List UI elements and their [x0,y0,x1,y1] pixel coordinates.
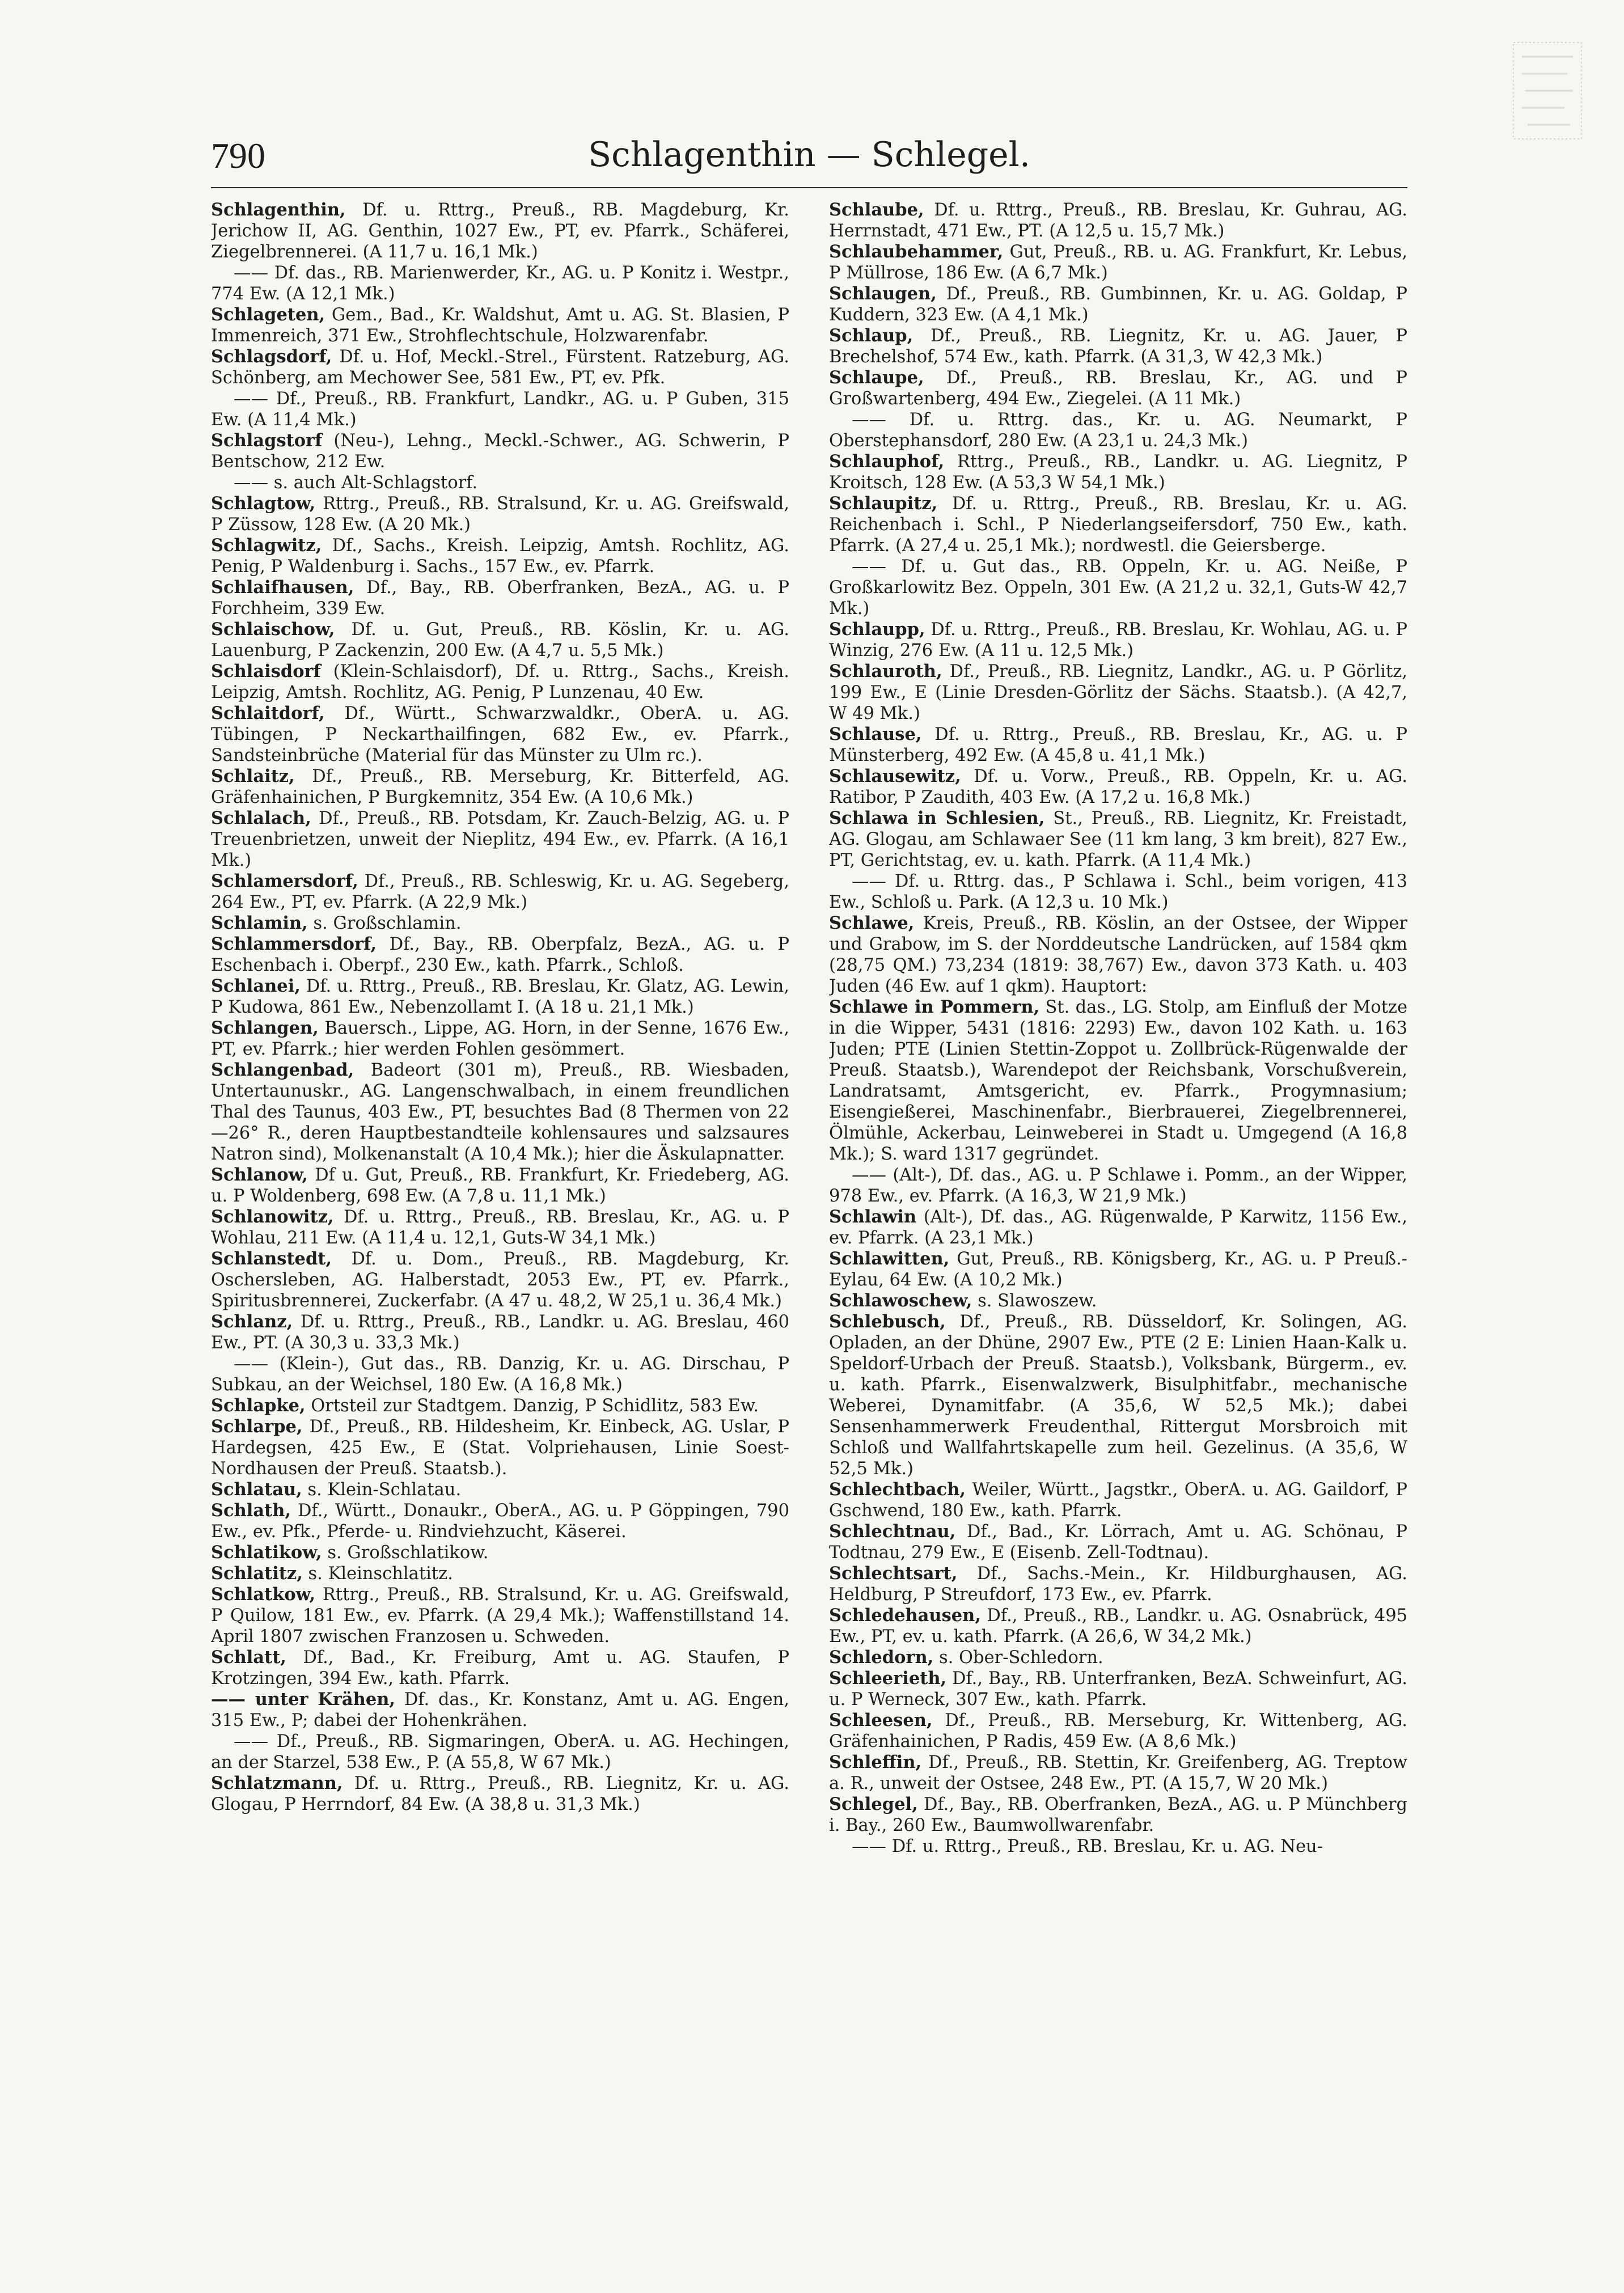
entry-headword: Schlaup, [829,325,914,346]
page-header [211,135,1407,186]
entry-text: Df., Preuß., RB. Potsdam, Kr. Zauch-Belzig, AG. u. P Treuenbrietzen, unweit der Nieplitz, 494 Ew., ev. Pfarrk. (A 16,1 Mk.) [211,809,789,870]
dictionary-entry [211,346,789,388]
dictionary-entry [211,1479,789,1500]
entry-text: s. Großschlamin. [307,913,462,933]
entry-headword: Schlechtnau, [829,1521,956,1542]
entry-text: s. Ober-Schledorn. [933,1648,1103,1668]
entry-text: Badeort (301 m), Preuß., RB. Wiesbaden, Untertaunuskr., AG. Langenschwalbach, in einem freundlichen Thal des Taunus, 403 Ew., PT, besuchtes Bad (8 Thermen von 22—26° R., deren Hauptbestandteile kohlensaures und salzsaures Natron sind), Molkenanstalt (A 10,4 Mk.); hier die Äskulapnatter. [211,1060,789,1164]
entry-text: Df., Bay., RB. Unterfranken, BezA. Schweinfurt, AG. u. P Werneck, 307 Ew., kath. Pfarrk. [829,1669,1407,1710]
entry-headword: Schlause, [829,724,922,744]
dictionary-entry [211,1584,789,1647]
right-column [829,200,1407,2218]
dictionary-entry [211,577,789,619]
dictionary-entry [829,1752,1407,1794]
entry-text: Df., Preuß., RB. Düsseldorf, Kr. Solingen, AG. Opladen, an der Dhüne, 2907 Ew., PTE (2 E: Linien Haan-Kalk u. Speldorf-Urbach der Preuß. Staatsb.), Volksbank, Bürgerm., ev. u. kath. Pfarrk., Eisenwalzwerk, Bisulphitfabr., mechanische Weberei, Dynamitfabr. (A 35,6, W 52,5 Mk.); dabei Sensenhammerwerk Freudenthal, Rittergut Morsbroich mit Schloß und Wallfahrtskapelle zum heil. Gezelinus. (A 35,6, W 52,5 Mk.) [829,1312,1407,1479]
entry-headword: Schlagenthin, [211,200,346,220]
entry-headword: Schlagtow, [211,493,316,514]
entry-text: —— Df. u. Rttrg. das., P Schlawa i. Schl., beim vorigen, 413 Ew., Schloß u. Park. (A 12,3 u. 10 Mk.) [829,871,1407,912]
entry-headword: Schledorn, [829,1647,934,1668]
dictionary-entry [211,808,789,871]
dictionary-entry [829,242,1407,284]
entry-headword: Schlangenbad, [211,1060,354,1080]
entry-text: —— Df. das., RB. Marienwerder, Kr., AG. u. P Konitz i. Westpr., 774 Ew. (A 12,1 Mk.) [211,263,789,304]
dictionary-entry [829,409,1407,451]
entry-text: Df. u. Rttrg., Preuß., RB. Liegnitz, Kr. u. AG. Glogau, P Herrndorf, 84 Ew. (A 38,8 u. 31,3 Mk.) [211,1774,789,1814]
entry-headword: Schlamersdorf, [211,871,358,891]
entry-headword: Schlaischow, [211,619,335,640]
entry-text: Df., Preuß., RB. Liegnitz, Kr. u. AG. Jauer, P Brechelshof, 574 Ew., kath. Pfarrk. (A 31,3, W 42,3 Mk.) [829,326,1407,367]
entry-headword: Schlawin [829,1207,917,1227]
entry-text: Df. u. Rttrg., Preuß., RB. Breslau, Kr., AG. u. P Münsterberg, 492 Ew. (A 45,8 u. 41,1 Mk.) [829,725,1407,765]
dictionary-entry [829,367,1407,409]
entry-text: Df., Preuß., RB. Hildesheim, Kr. Einbeck, AG. Uslar, P Hardegsen, 425 Ew., E (Stat. Volpriehausen, Linie Soest-Nordhausen der Preuß. Staatsb.). [211,1417,789,1479]
dictionary-entry [211,1060,789,1165]
dictionary-entry [829,1249,1407,1291]
entry-headword: Schlaifhausen, [211,577,354,598]
dictionary-entry [829,1207,1407,1249]
dictionary-entry [211,1207,789,1249]
dictionary-entry [211,1563,789,1584]
dictionary-entry [211,1416,789,1479]
dictionary-entry [829,1836,1407,1857]
entry-text: Df., Preuß., RB., Landkr. u. AG. Osnabrück, 495 Ew., PT, ev. u. kath. Pfarrk. (A 26,6, W 34,2 Mk.) [829,1606,1407,1647]
entry-headword: Schlaupp, [829,619,925,640]
entry-text: Df. u. Rttrg., Preuß., RB., Landkr. u. AG. Breslau, 460 Ew., PT. (A 30,3 u. 33,3 Mk.) [211,1312,789,1353]
entry-headword: Schleffin, [829,1752,922,1772]
entry-headword: Schlagwitz, [211,535,322,556]
dictionary-entry [211,661,789,703]
entry-headword: Schlawa in Schlesien, [829,808,1045,828]
entry-headword: Schleesen, [829,1710,933,1731]
entry-headword: Schlaitdorf, [211,703,325,724]
dictionary-entry [829,1312,1407,1479]
entry-text: Df., Sachs., Kreish. Leipzig, Amtsh. Rochlitz, AG. Penig, P Waldenburg i. Sachs., 157 Ew., ev. Pfarrk. [211,536,789,577]
dictionary-entry [211,1689,789,1731]
entry-text: Weiler, Württ., Jagstkr., OberA. u. AG. Gaildorf, P Gschwend, 180 Ew., kath. Pfarrk. [829,1480,1407,1521]
entry-text: —— Df. u. Rttrg. das., Kr. u. AG. Neumarkt, P Oberstephansdorf, 280 Ew. (A 23,1 u. 24,3 Mk.) [829,410,1407,451]
entry-headword: Schlawoschew, [829,1291,972,1311]
dictionary-entry [829,1521,1407,1563]
entry-headword: Schlath, [211,1500,291,1521]
entry-text: (Alt-), Df. das., AG. Rügenwalde, P Karwitz, 1156 Ew., ev. Pfarrk. (A 23,1 Mk.) [829,1207,1407,1248]
entry-headword: Schlatau, [211,1479,302,1500]
entry-text: Df., Bad., Kr. Lörrach, Amt u. AG. Schönau, P Todtnau, 279 Ew., E (Eisenb. Zell-Todtnau). [829,1522,1407,1563]
dictionary-entry [211,493,789,535]
dictionary-entry [829,1165,1407,1207]
entry-headword: Schlangen, [211,1018,319,1038]
dictionary-entry [211,619,789,661]
entry-text: Df., Sachs.-Mein., Kr. Hildburghausen, AG. Heldburg, P Streufdorf, 173 Ew., ev. Pfarrk. [829,1564,1407,1605]
entry-headword: Schlatikow, [211,1542,322,1563]
entry-headword: Schlaube, [829,200,924,220]
dictionary-entry [211,1647,789,1689]
dictionary-entry [211,1018,789,1060]
dictionary-entry [829,997,1407,1165]
entry-headword: Schlebusch, [829,1312,946,1332]
dictionary-entry [211,1249,789,1312]
entry-headword: Schlausewitz, [829,766,961,786]
header-rule [211,187,1407,188]
entry-headword: Schlechtsart, [829,1563,958,1584]
entry-headword: Schlauroth, [829,661,942,682]
entry-headword: Schlatzmann, [211,1773,343,1793]
entry-text: —— (Klein-), Gut das., RB. Danzig, Kr. u. AG. Dirschau, P Subkau, an der Weichsel, 180 Ew. (A 16,8 Mk.) [211,1354,789,1395]
dictionary-entry [211,1395,789,1416]
dictionary-entry [211,304,789,346]
entry-text: Df. u. Gut, Preuß., RB. Köslin, Kr. u. AG. Lauenburg, P Zackenzin, 200 Ew. (A 4,7 u. 5,5 Mk.) [211,620,789,661]
entry-headword: Schlanz, [211,1312,293,1332]
entry-text: Df., Preuß., RB. Liegnitz, Landkr., AG. u. P Görlitz, 199 Ew., E (Linie Dresden-Görlitz der Sächs. Staatsb.). (A 42,7, W 49 Mk.) [829,662,1407,724]
entry-headword: Schlagsdorf, [211,346,332,367]
entry-headword: Schlamin, [211,913,308,933]
entry-text: —— Df., Preuß., RB. Frankfurt, Landkr., AG. u. P Guben, 315 Ew. (A 11,4 Mk.) [211,389,789,430]
entry-headword: Schlammersdorf, [211,934,377,954]
entry-headword: Schleerieth, [829,1668,947,1689]
dictionary-entry [829,1479,1407,1521]
entry-headword: Schlatkow, [211,1584,316,1605]
entry-text: Kreis, Preuß., RB. Köslin, an der Ostsee, der Wipper und Grabow, im S. der Norddeutsche Landrücken, auf 1584 qkm (28,75 QM.) 73,234 (1819: 38,767) Ew., davon 373 Kath. u. 403 Juden (46 Ew. auf 1 qkm). Hauptort: [829,913,1407,996]
entry-text: —— Df., Preuß., RB. Sigmaringen, OberA. u. AG. Hechingen, an der Starzel, 538 Ew., P. (A 55,8, W 67 Mk.) [211,1732,789,1772]
dictionary-entry [829,284,1407,325]
running-title: Schlagenthin — Schlegel. [588,135,1030,175]
entry-text: s. Slawoszew. [972,1291,1097,1311]
entry-headword: Schlaitz, [211,766,295,786]
entry-headword: Schledehausen, [829,1605,981,1626]
dictionary-entry [829,913,1407,997]
dictionary-entry [829,1563,1407,1605]
entry-headword: Schlaisdorf [211,661,321,682]
entry-text: s. Kleinschlatitz. [302,1564,453,1584]
entry-headword: —— unter Krähen, [211,1689,396,1710]
dictionary-entry [829,1668,1407,1710]
entry-headword: Schlanowitz, [211,1207,334,1227]
entry-text: Gut, Preuß., RB. Königsberg, Kr., AG. u. P Preuß.-Eylau, 64 Ew. (A 10,2 Mk.) [829,1249,1407,1290]
entry-text: Df., Preuß., RB. Schleswig, Kr. u. AG. Segeberg, 264 Ew., PT, ev. Pfarrk. (A 22,9 Mk.) [211,871,789,912]
dictionary-entry [829,1605,1407,1647]
entry-text: Df., Bay., RB. Oberpfalz, BezA., AG. u. P Eschenbach i. Oberpf., 230 Ew., kath. Pfarrk., Schloß. [211,934,789,975]
entry-text: Df., Bad., Kr. Freiburg, Amt u. AG. Staufen, P Krotzingen, 394 Ew., kath. Pfarrk. [211,1648,789,1689]
dictionary-entry [211,1500,789,1542]
entry-headword: Schlaupe, [829,367,924,388]
entry-headword: Schlanei, [211,976,301,996]
dictionary-entry [211,871,789,913]
entry-headword: Schlanstedt, [211,1249,332,1269]
entry-text: Df., Preuß., RB. Merseburg, Kr. Bitterfeld, AG. Gräfenhainichen, P Burgkemnitz, 354 Ew. (A 10,6 Mk.) [211,767,789,807]
dictionary-entry [211,913,789,934]
dictionary-entry [829,619,1407,661]
entry-text: Gut, Preuß., RB. u. AG. Frankfurt, Kr. Lebus, P Müllrose, 186 Ew. (A 6,7 Mk.) [829,242,1407,283]
entry-text: Df. u. Hof, Meckl.-Strel., Fürstent. Ratzeburg, AG. Schönberg, am Mechower See, 581 Ew., PT, ev. Pfk. [211,347,789,388]
entry-text: Df., Preuß., RB. Gumbinnen, Kr. u. AG. Goldap, P Kuddern, 323 Ew. (A 4,1 Mk.) [829,284,1407,325]
entry-text: —— Df. u. Gut das., RB. Oppeln, Kr. u. AG. Neiße, P Großkarlowitz Bez. Oppeln, 301 Ew. (A 21,2 u. 32,1, Guts-W 42,7 Mk.) [829,557,1407,619]
entry-headword: Schlechtbach, [829,1479,966,1500]
entry-text: Df. u. Rttrg., Preuß., RB. Magdeburg, Kr. Jerichow II, AG. Genthin, 1027 Ew., PT, ev. Pfarrk., Schäferei, Ziegelbrennerei. (A 11,7 u. 16,1 Mk.) [211,200,789,262]
entry-headword: Schlawe, [829,913,915,933]
dictionary-entry [829,1794,1407,1836]
entry-text: Df., Preuß., RB. Merseburg, Kr. Wittenberg, AG. Gräfenhainichen, P Radis, 459 Ew. (A 8,6 Mk.) [829,1711,1407,1752]
entry-text: Df., Bay., RB. Oberfranken, BezA., AG. u. P Münchberg i. Bay., 260 Ew., Baumwollwarenfabr. [829,1795,1407,1835]
entry-text: s. Klein-Schlatau. [302,1480,462,1500]
entry-headword: Schlapke, [211,1395,306,1416]
page-number: 790 [211,136,265,176]
entry-headword: Schlegel, [829,1794,918,1814]
entry-text: Df. u. Rttrg., Preuß., RB. Breslau, Kr. u. AG. Reichenbach i. Schl., P Niederlangseifersdorf, 750 Ew., kath. Pfarrk. (A 27,4 u. 25,1 Mk.); nordwestl. die Geiersberge. [829,494,1407,556]
entry-headword: Schlaugen, [829,284,937,304]
entry-headword: Schlalach, [211,808,311,828]
entry-text: Df., Württ., Donaukr., OberA., AG. u. P Göppingen, 790 Ew., ev. Pfk., Pferde- u. Rindviehzucht, Käserei. [211,1501,789,1542]
entry-headword: Schlagstorf [211,430,323,451]
dictionary-entry [829,200,1407,242]
entry-text: Df. u. Vorw., Preuß., RB. Oppeln, Kr. u. AG. Ratibor, P Zaudith, 403 Ew. (A 17,2 u. 16,8 Mk.) [829,767,1407,807]
entry-text: Df. u. Dom., Preuß., RB. Magdeburg, Kr. Oschersleben, AG. Halberstadt, 2053 Ew., PT, ev. Pfarrk., Spiritusbrennerei, Zuckerfabr. (A 47 u. 48,2, W 25,1 u. 36,4 Mk.) [211,1249,789,1311]
library-stamp-mark [1511,40,1584,142]
dictionary-entry [211,934,789,976]
dictionary-entry [211,1165,789,1207]
entry-text: Df., Preuß., RB. Breslau, Kr., AG. und P Großwartenberg, 494 Ew., Ziegelei. (A 11 Mk.) [829,368,1407,409]
dictionary-entry [829,808,1407,871]
dictionary-entry [211,1542,789,1563]
dictionary-entry [829,493,1407,556]
entry-headword: Schlauphof, [829,451,945,472]
entry-headword: Schlawe in Pommern, [829,997,1040,1017]
dictionary-entry [829,871,1407,913]
entry-headword: Schlanow, [211,1165,308,1185]
dictionary-entry [211,976,789,1018]
dictionary-entry [829,451,1407,493]
dictionary-entry [829,766,1407,808]
entry-text: Rttrg., Preuß., RB. Stralsund, Kr. u. AG. Greifswald, P Quilow, 181 Ew., ev. Pfarrk. (A 29,4 Mk.); Waffenstillstand 14. April 1807 zwischen Franzosen u. Schweden. [211,1585,789,1647]
dictionary-entry [829,556,1407,619]
entry-headword: Schlawitten, [829,1249,950,1269]
entry-headword: Schlatt, [211,1647,286,1668]
entry-headword: Schlarpe, [211,1416,303,1437]
entry-text: Df. u. Rttrg., Preuß., RB. Breslau, Kr., AG. u. P Wohlau, 211 Ew. (A 11,4 u. 12,1, Guts-W 34,1 Mk.) [211,1207,789,1248]
entry-headword: Schlageten, [211,304,325,325]
dictionary-entry [211,472,789,493]
entry-text: Gem., Bad., Kr. Waldshut, Amt u. AG. St. Blasien, P Immenreich, 371 Ew., Strohflechtschule, Holzwarenfabr. [211,305,789,346]
entry-text: St. das., LG. Stolp, am Einfluß der Motze in die Wipper, 5431 (1816: 2293) Ew., davon 102 Kath. u. 163 Juden; PTE (Linien Stettin-Zoppot u. Zollbrück-Rügenwalde der Preuß. Staatsb.), Warendepot der Reichsbank, Vorschußverein, Landratsamt, Amtsgericht, ev. Pfarrk., Progymnasium; Eisengießerei, Maschinenfabr., Bierbrauerei, Ziegelbrennerei, Ölmühle, Ackerbau, Leinweberei in Stadt u. Umgegend (A 16,8 Mk.); S. ward 1317 gegründet. [829,997,1407,1164]
dictionary-entry [829,724,1407,766]
dictionary-entry [211,263,789,304]
entry-text: Df., Preuß., RB. Stettin, Kr. Greifenberg, AG. Treptow a. R., unweit der Ostsee, 248 Ew., PT. (A 15,7, W 20 Mk.) [829,1753,1407,1793]
entry-text: Df. u. Rttrg., Preuß., RB. Breslau, Kr. Glatz, AG. Lewin, P Kudowa, 861 Ew., Nebenzollamt I. (A 18 u. 21,1 Mk.) [211,976,789,1017]
dictionary-entry [211,1353,789,1395]
entry-text: Df. das., Kr. Konstanz, Amt u. AG. Engen, 315 Ew., P; dabei der Hohenkrähen. [211,1690,789,1731]
entry-text: Df., Württ., Schwarzwaldkr., OberA. u. AG. Tübingen, P Neckarthailfingen, 682 Ew., ev. Pfarrk., Sandsteinbrüche (Material für das Münster zu Ulm rc.). [211,704,789,765]
entry-text: Df u. Gut, Preuß., RB. Frankfurt, Kr. Friedeberg, AG. u. P Woldenberg, 698 Ew. (A 7,8 u. 11,1 Mk.) [211,1165,789,1206]
dictionary-entry [829,1710,1407,1752]
entry-text: Df., Bay., RB. Oberfranken, BezA., AG. u. P Forchheim, 339 Ew. [211,578,789,619]
left-column [211,200,789,2218]
entry-text: (Klein-Schlaisdorf), Df. u. Rttrg., Sachs., Kreish. Leipzig, Amtsh. Rochlitz, AG. Penig, P Lunzenau, 40 Ew. [211,662,789,703]
entry-text: Bauersch., Lippe, AG. Horn, in der Senne, 1676 Ew., PT, ev. Pfarrk.; hier werden Fohlen gesömmert. [211,1018,789,1059]
entry-headword: Schlaubehammer, [829,242,1004,262]
dictionary-entry [211,388,789,430]
dictionary-entry [829,325,1407,367]
dictionary-entry [211,535,789,577]
entry-headword: Schlatitz, [211,1563,303,1584]
entry-text: (Neu-), Lehng., Meckl.-Schwer., AG. Schwerin, P Bentschow, 212 Ew. [211,431,789,472]
entry-text: Rttrg., Preuß., RB. Stralsund, Kr. u. AG. Greifswald, P Züssow, 128 Ew. (A 20 Mk.) [211,494,789,535]
dictionary-entry [211,200,789,263]
entry-text: Df. u. Rttrg., Preuß., RB. Breslau, Kr. Guhrau, AG. Herrnstadt, 471 Ew., PT. (A 12,5 u. 15,7 Mk.) [829,200,1407,241]
dictionary-entry [211,703,789,766]
dictionary-entry [829,1647,1407,1668]
dictionary-entry [211,430,789,472]
entry-text: —— Df. u. Rttrg., Preuß., RB. Breslau, Kr. u. AG. Neu- [852,1837,1323,1856]
entry-text: —— (Alt-), Df. das., AG. u. P Schlawe i. Pomm., an der Wipper, 978 Ew., ev. Pfarrk. (A 16,3, W 21,9 Mk.) [829,1165,1407,1206]
dictionary-entry [211,1731,789,1773]
dictionary-entry [211,766,789,808]
dictionary-entry [211,1312,789,1353]
entry-text: —— s. auch Alt-Schlagstorf. [234,473,478,493]
entry-text: St., Preuß., RB. Liegnitz, Kr. Freistadt, AG. Glogau, am Schlawaer See (11 km lang, 3 km breit), 827 Ew., PT, Gerichtstag, ev. u. kath. Pfarrk. (A 11,4 Mk.) [829,809,1407,870]
entry-text: Df. u. Rttrg., Preuß., RB. Breslau, Kr. Wohlau, AG. u. P Winzig, 276 Ew. (A 11 u. 12,5 Mk.) [829,620,1407,661]
dictionary-entry [829,1291,1407,1312]
entry-text: Rttrg., Preuß., RB., Landkr. u. AG. Liegnitz, P Kroitsch, 128 Ew. (A 53,3 W 54,1 Mk.) [829,452,1407,493]
entry-headword: Schlaupitz, [829,493,938,514]
entry-text: s. Großschlatikow. [322,1543,489,1563]
dictionary-entry [211,1773,789,1815]
dictionary-entry [829,661,1407,724]
entry-text: Ortsteil zur Stadtgem. Danzig, P Schidlitz, 583 Ew. [305,1396,759,1416]
